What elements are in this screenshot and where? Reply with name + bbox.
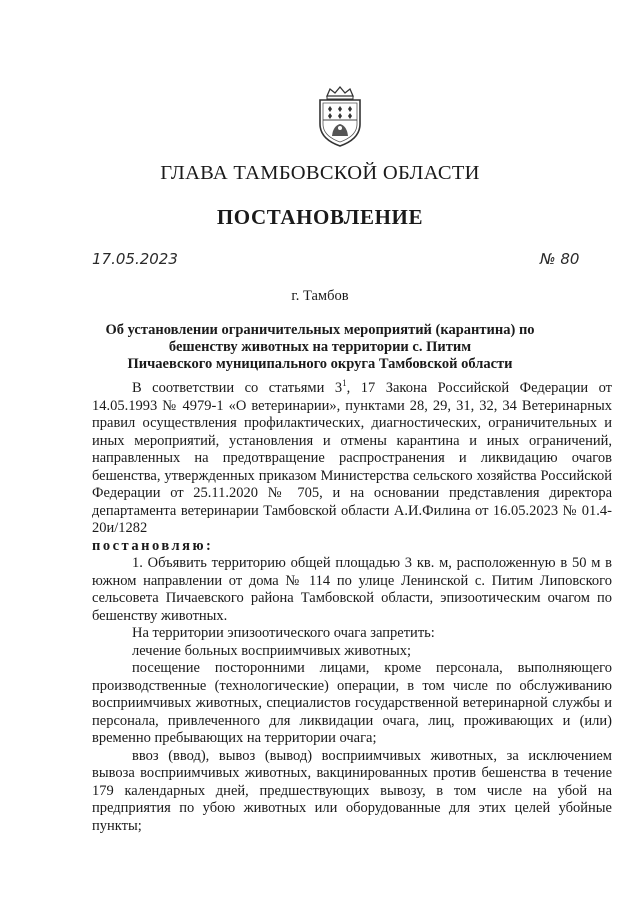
clause-paragraph: 1. Объявить территорию общей площадью 3 кв. м, расположенную в 50 м в южном направлении от дома № 114 по улице Ленинской с. Питим Липовского сельсовета Пичаевского района Тамбовской области, эпизоотическим очагом по бешенству животных. [92,555,612,624]
title-line: Пичаевского муниципального округа Тамбовской области [127,356,513,372]
clause-paragraph: На территории эпизоотического очага запретить: [132,625,435,641]
preamble-text-start: В соответствии со статьями 3 [132,380,343,396]
preamble-text-rest: , 17 Закона Российской Федерации от 14.05.1993 № 4979-1 «О ветеринарии», пунктами 28, 29, 31, 32, 34 Ветеринарных правил осуществления профилактических, диагностических, ограничительных и иных мероприятий, установления и отмены карантина и иных ограничений, направленных на предотвращение распространения и ликвидацию очагов бешенства, утвержденных приказом Министерства сельского хозяйства Российской Федерации от 25.11.2020 № 705, и на основании представления директора департамента ветеринарии Тамбовской области А.И.Филина от 16.05.2023 № 01.4-20и/1282 [92,380,612,536]
coat-of-arms-emblem [314,84,366,148]
clause-paragraph: лечение больных восприимчивых животных; [132,642,411,659]
clause-paragraph: посещение посторонними лицами, кроме персонала, выполняющего производственные (технологические) операции, в том числе по обслуживанию восприимчивых животных, специалистов государственной ветеринарной службы и персонала, привлеченного для ликвидации очага, лиц, проживающих и (или) временно пребывающих на территории очага; [92,660,612,746]
document-type: ПОСТАНОВЛЕНИЕ [216,205,424,229]
issuing-authority: ГЛАВА ТАМБОВСКОЙ ОБЛАСТИ [160,162,480,184]
city: г. Тамбов [291,288,349,304]
article-superscript: 1 [342,378,347,389]
clause-paragraph: ввоз (ввод), вывоз (вывод) восприимчивых животных, за исключением вывоза восприимчивых животных, вакцинированных против бешенства в течение 179 календарных дней, предшествующих вывозу, в том числе на убой на предприятия по убою животных или оборудованные для этих целей убойные пункты; [92,747,612,834]
document-body [92,380,612,835]
resolve-line [92,538,612,556]
document-date: 17.05.2023 [92,250,178,268]
title-line: Об установлении ограничительных мероприятий (карантина) по [105,322,535,338]
document-title [100,322,540,373]
document-number: № 80 [540,250,580,268]
resolve-colon: : [206,537,211,554]
preamble-paragraph [92,380,612,538]
resolve-word: постановляю [92,537,207,554]
title-line: бешенству животных на территории с. Питим [168,339,472,355]
